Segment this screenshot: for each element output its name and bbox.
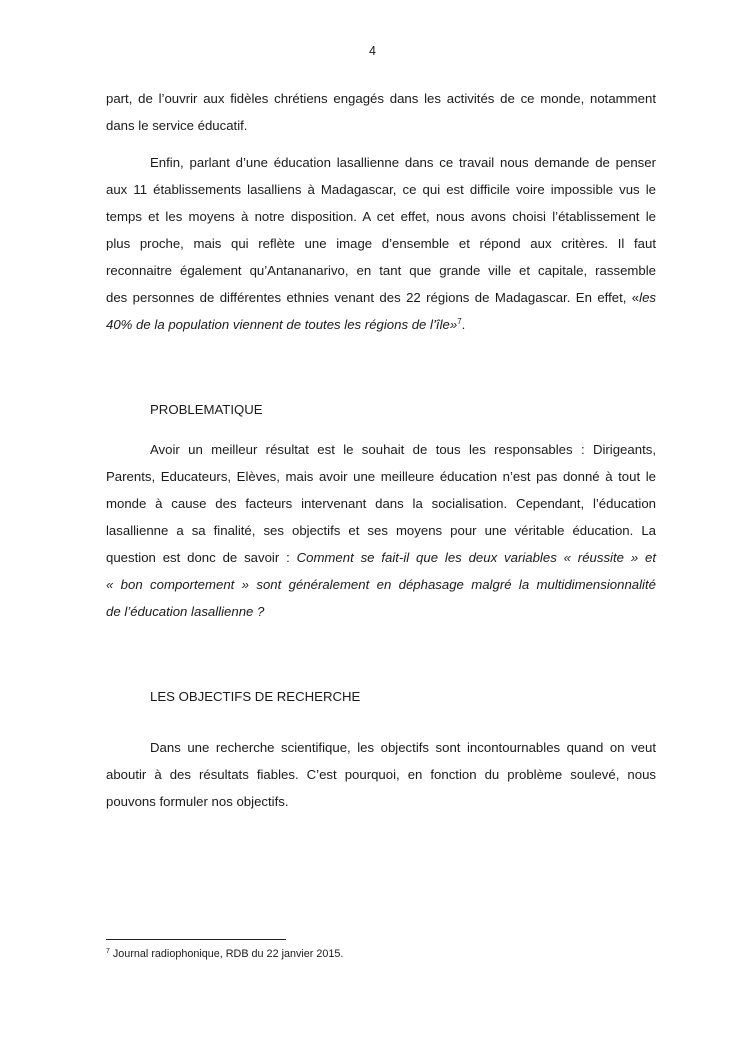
text-line: aboutir à des résultats fiables. C’est pourquoi, en fonction du problème soulevé, nous (106, 767, 656, 782)
text-line: monde à cause des facteurs intervenant dans la socialisation. Cependant, l’éducation (106, 496, 656, 511)
quote-text: les (639, 290, 656, 305)
text-line: aux 11 établissements lasalliens à Madagascar, ce qui est difficile voire impossible vus le (106, 182, 656, 197)
text-line (106, 284, 656, 311)
footnote-reference[interactable]: 7 (457, 317, 462, 326)
page-number: 4 (369, 44, 376, 58)
text-line: lasallienne a sa finalité, ses objectifs et ses moyens pour une véritable éducation. La (106, 523, 656, 538)
paragraph-lasallian-education (106, 149, 656, 338)
text-line (106, 544, 656, 571)
text-line (106, 571, 656, 598)
text-segment: . (461, 317, 466, 332)
text-line (106, 598, 656, 625)
research-question: « bon comportement » sont généralement en déphasage malgré la multidimensionnalité (106, 577, 656, 592)
text-line: plus proche, mais qui reflète une image d’ensemble et répond aux critères. Il faut (106, 236, 656, 251)
section-heading-objectifs: LES OBJECTIFS DE RECHERCHE (150, 689, 361, 704)
text-line: pouvons formuler nos objectifs. (106, 794, 289, 809)
text-line: Dans une recherche scientifique, les objectifs sont incontournables quand on veut (150, 740, 656, 755)
footnote-number: 7 (106, 948, 110, 955)
footnote-text: Journal radiophonique, RDB du 22 janvier 2015. (112, 948, 344, 960)
text-line: part, de l’ouvrir aux fidèles chrétiens engagés dans les activités de ce monde, notamment (106, 91, 656, 106)
research-question: de l’éducation lasallienne ? (106, 604, 265, 619)
text-line: Enfin, parlant d’une éducation lasallienne dans ce travail nous demande de penser (150, 155, 656, 170)
footnote (106, 946, 343, 962)
section-heading-problematique: PROBLEMATIQUE (150, 402, 263, 417)
text-line: dans le service éducatif. (106, 118, 248, 133)
text-line: Avoir un meilleur résultat est le souhait de tous les responsables : Dirigeants, (150, 442, 656, 457)
text-line: temps et les moyens à notre disposition. A cet effet, nous avons choisi l’établissement le (106, 209, 656, 224)
paragraph-continuation (106, 85, 656, 139)
paragraph-objectifs (106, 734, 656, 815)
paragraph-problematique (106, 436, 656, 625)
text-segment: question est donc de savoir : (106, 550, 297, 565)
research-question: Comment se fait-il que les deux variables « réussite » et (296, 550, 656, 565)
footnote-separator (106, 939, 286, 940)
text-line (106, 311, 656, 338)
quote-text: 40% de la population viennent de toutes les régions de l’île» (106, 317, 458, 332)
text-line: reconnaitre également qu’Antananarivo, en tant que grande ville et capitale, rassemble (106, 263, 656, 278)
text-line: Parents, Educateurs, Elèves, mais avoir une meilleure éducation n’est pas donné à tout le (106, 469, 656, 484)
text-segment: des personnes de différentes ethnies venant des 22 régions de Madagascar. En effet, « (106, 290, 640, 305)
